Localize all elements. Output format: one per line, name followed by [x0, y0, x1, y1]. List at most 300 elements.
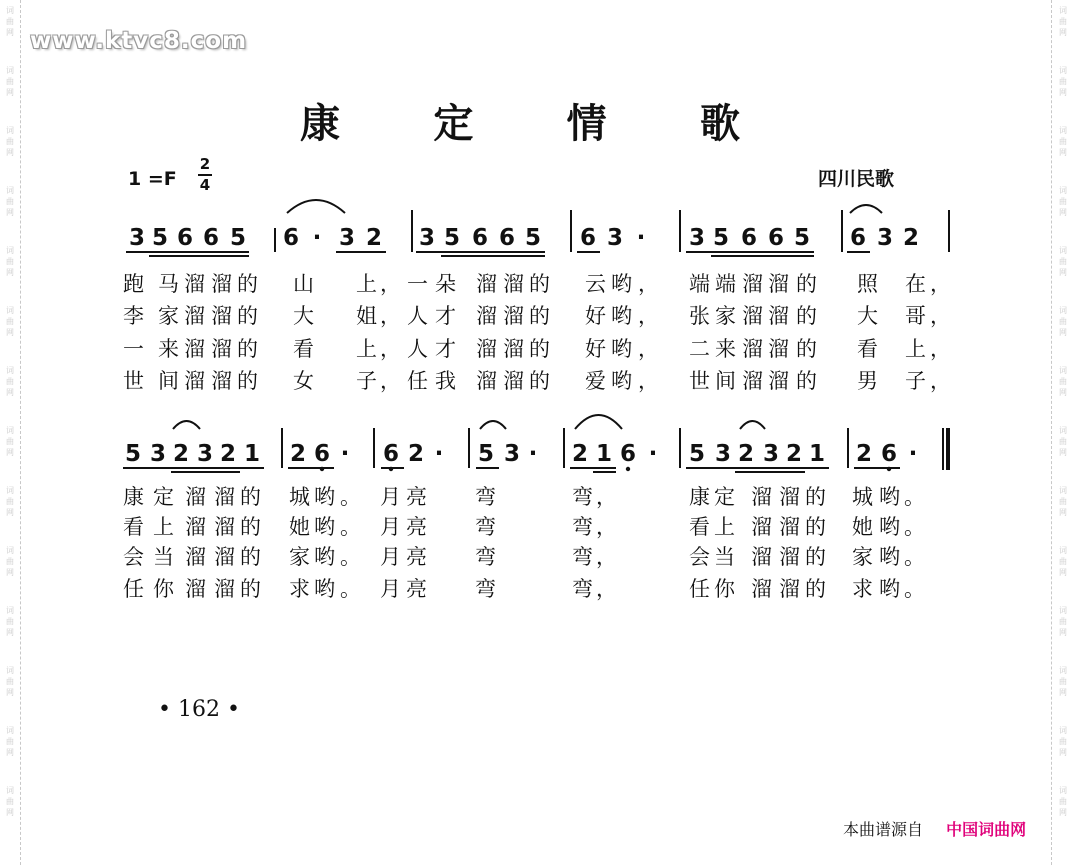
lyric-char: 爱	[585, 369, 606, 393]
side-watermark-char: 词	[6, 66, 14, 75]
lyric-char: 弯	[572, 515, 593, 539]
lyric-char: 求	[852, 577, 873, 601]
lyric-char: 你	[153, 577, 174, 601]
side-watermark-char: 曲	[6, 797, 14, 806]
lyric-char: 溜	[184, 272, 205, 296]
lyric-char: 月	[380, 545, 401, 569]
score-note: 3	[876, 225, 894, 251]
slur-arc	[850, 205, 882, 213]
side-watermark-char: 词	[6, 786, 14, 795]
lyric-char: 溜	[768, 369, 789, 393]
side-watermark-char: 曲	[6, 377, 14, 386]
score-note: 6	[579, 225, 597, 251]
score-note: 2	[289, 441, 307, 467]
side-watermark-char: 词	[6, 606, 14, 615]
side-watermark-char: 曲	[1059, 617, 1067, 626]
lyric-char: 哥	[905, 304, 926, 328]
side-watermark-char: 曲	[6, 617, 14, 626]
side-watermark-char: 网	[1059, 208, 1067, 217]
lyric-char: 康	[123, 485, 144, 509]
lyric-char: 的	[240, 515, 261, 539]
source-credit	[843, 817, 1026, 840]
side-watermark-char: 曲	[1059, 437, 1067, 446]
lyric-char: 溜	[503, 304, 524, 328]
lyric-char: 子	[356, 369, 377, 393]
lyric-char: 间	[158, 369, 179, 393]
side-watermark-char: 词	[6, 486, 14, 495]
lyric-char: 哟	[314, 485, 335, 509]
lyric-char: 溜	[779, 485, 800, 509]
side-watermark-char: 曲	[6, 17, 14, 26]
lyric-char: 的	[805, 485, 826, 509]
score-note: 5	[688, 441, 706, 467]
lyric-char: 看	[123, 515, 144, 539]
lyric-char: 溜	[185, 545, 206, 569]
score-note: 6	[313, 441, 331, 467]
lyric-char: 会	[689, 545, 710, 569]
score-note: 6	[176, 225, 194, 251]
lyric-char: 的	[237, 304, 258, 328]
lyric-char: 上	[153, 515, 174, 539]
lyric-char: 她	[852, 515, 873, 539]
lyric-char: 溜	[214, 545, 235, 569]
lyric-char: ，	[380, 304, 401, 328]
lyric-char: 哟	[879, 577, 900, 601]
score-note: 2	[172, 441, 190, 467]
side-watermark-char: 词	[6, 306, 14, 315]
lyric-char: 溜	[768, 337, 789, 361]
lyric-char: 的	[237, 337, 258, 361]
lyric-char: 二	[689, 337, 710, 361]
lyric-char: ，	[930, 337, 951, 361]
score-note: 3	[606, 225, 624, 251]
side-watermark-char: 曲	[6, 317, 14, 326]
lyric-char: 会	[123, 545, 144, 569]
lyric-char: 哟	[879, 545, 900, 569]
side-watermark-char: 曲	[1059, 737, 1067, 746]
side-watermark-char: 词	[6, 6, 14, 15]
lyric-char: 姐	[356, 304, 377, 328]
lyric-char: 大	[857, 304, 878, 328]
score-note: 1	[595, 441, 613, 467]
lyric-char: 家	[715, 304, 736, 328]
side-watermark-char: 网	[6, 388, 14, 397]
slur-arc	[740, 421, 765, 429]
lyric-char: 哟	[879, 515, 900, 539]
lyric-char: 当	[714, 545, 735, 569]
lyric-char: 哟	[879, 485, 900, 509]
lyric-char: 看	[293, 337, 314, 361]
score-note: 2	[571, 441, 589, 467]
side-watermark-char: 词	[6, 726, 14, 735]
side-watermark-char: 网	[1059, 688, 1067, 697]
lyric-char: 溜	[742, 272, 763, 296]
lyric-char: 人	[407, 304, 428, 328]
side-watermark-char: 曲	[1059, 257, 1067, 266]
lyric-char: ，	[596, 577, 617, 601]
lyric-char: 溜	[185, 515, 206, 539]
lyric-char: 的	[796, 304, 817, 328]
lyric-char: 家	[158, 304, 179, 328]
score-note: 6	[880, 441, 898, 467]
score-note: 3	[688, 225, 706, 251]
score-note: 3	[149, 441, 167, 467]
side-watermark-char: 网	[1059, 448, 1067, 457]
lyric-char: 上	[356, 337, 377, 361]
lyric-char: 溜	[768, 272, 789, 296]
score-note: 5	[524, 225, 542, 251]
score-note: 6	[740, 225, 758, 251]
lyric-char: 定	[714, 485, 735, 509]
slur-arc	[173, 421, 200, 429]
score-note: 5	[477, 441, 495, 467]
side-watermark-char: 曲	[6, 197, 14, 206]
lyric-char: 上	[905, 337, 926, 361]
lyric-char: 溜	[476, 272, 497, 296]
side-watermark-char: 曲	[1059, 317, 1067, 326]
lyric-char: 任	[123, 577, 144, 601]
lyric-char: 溜	[476, 337, 497, 361]
score-note: 2	[855, 441, 873, 467]
lyric-char: 。	[340, 545, 361, 569]
side-watermark-char: 曲	[6, 737, 14, 746]
side-watermark-char: 词	[6, 186, 14, 195]
lyric-char: 来	[715, 337, 736, 361]
lyric-char: ，	[930, 304, 951, 328]
lyric-char: 弯	[475, 545, 496, 569]
lyric-char: 。	[904, 545, 925, 569]
side-watermark-char: 词	[6, 126, 14, 135]
title-char: 康	[300, 101, 340, 147]
side-watermark-char: 网	[6, 28, 14, 37]
lyric-char: 弯	[475, 515, 496, 539]
lyric-char: 的	[529, 337, 550, 361]
lyric-char: ，	[638, 272, 659, 296]
side-watermark-char: 曲	[1059, 677, 1067, 686]
score-note: 1	[243, 441, 261, 467]
lyric-char: 溜	[211, 369, 232, 393]
lyric-char: 亮	[406, 545, 427, 569]
score-note: 2	[737, 441, 755, 467]
lyric-char: ，	[638, 304, 659, 328]
lyric-char: 的	[529, 304, 550, 328]
side-watermark-char: 网	[6, 88, 14, 97]
lyric-char: 溜	[768, 304, 789, 328]
lyric-char: 任	[407, 369, 428, 393]
score-note: 6	[382, 441, 400, 467]
lyric-char: 马	[158, 272, 179, 296]
lyric-char: 溜	[211, 337, 232, 361]
side-watermark-char: 词	[1059, 246, 1067, 255]
lyric-char: 溜	[751, 485, 772, 509]
lyric-char: 你	[714, 577, 735, 601]
side-watermark-char: 曲	[1059, 377, 1067, 386]
score-note: 6	[767, 225, 785, 251]
lyric-char: 的	[237, 272, 258, 296]
lyric-char: 溜	[184, 337, 205, 361]
lyric-char: 溜	[503, 272, 524, 296]
lyric-char: 家	[852, 545, 873, 569]
lyric-char: 。	[904, 485, 925, 509]
lyric-char: 溜	[751, 515, 772, 539]
lyric-char: 哟	[611, 337, 632, 361]
score-note: ·	[908, 441, 918, 467]
lyric-char: ，	[596, 485, 617, 509]
side-watermark-char: 词	[1059, 486, 1067, 495]
title-char: 歌	[699, 101, 740, 147]
lyric-char: 照	[857, 272, 878, 296]
credit-site-link[interactable]: 中国词曲网	[946, 820, 1027, 839]
score-note: ·	[312, 225, 322, 251]
lyric-char: 张	[689, 304, 710, 328]
score-note: ·	[340, 441, 350, 467]
lyric-char: 我	[435, 369, 456, 393]
lyric-char: 的	[240, 485, 261, 509]
time-signature-top: 2	[199, 155, 211, 173]
side-watermark-char: 曲	[6, 437, 14, 446]
lyric-char: 的	[237, 369, 258, 393]
lyric-char: 的	[529, 272, 550, 296]
side-watermark-char: 网	[6, 448, 14, 457]
page-number: • 162 •	[158, 697, 240, 722]
octave-dot	[320, 467, 324, 471]
score-note: 2	[902, 225, 920, 251]
lyric-char: 才	[435, 304, 456, 328]
side-watermark-char: 词	[1059, 666, 1067, 675]
score-note: 5	[793, 225, 811, 251]
lyric-char: 人	[407, 337, 428, 361]
lyric-char: 溜	[211, 304, 232, 328]
score-note: 6	[282, 225, 300, 251]
side-watermark-char: 词	[1059, 6, 1067, 15]
lyric-char: 李	[123, 304, 144, 328]
side-watermark-char: 词	[1059, 66, 1067, 75]
score-note: ·	[636, 225, 646, 251]
lyric-char: 世	[689, 369, 710, 393]
lyric-char: 溜	[185, 577, 206, 601]
side-watermark-char: 曲	[6, 677, 14, 686]
side-watermark-char: 曲	[1059, 137, 1067, 146]
lyric-char: 月	[380, 515, 401, 539]
lyric-char: 溜	[751, 545, 772, 569]
side-watermark-char: 网	[1059, 808, 1067, 817]
lyric-char: ，	[380, 272, 401, 296]
lyric-char: 世	[123, 369, 144, 393]
score-note: 3	[503, 441, 521, 467]
score-note: 1	[808, 441, 826, 467]
score-note: 3	[338, 225, 356, 251]
lyric-char: 弯	[475, 577, 496, 601]
octave-dot	[626, 467, 630, 471]
lyric-char: 的	[240, 545, 261, 569]
lyric-char: ，	[930, 272, 951, 296]
lyric-char: 。	[340, 485, 361, 509]
score-note: 6	[619, 441, 637, 467]
side-watermark-char: 网	[6, 748, 14, 757]
score-note: 5	[712, 225, 730, 251]
lyric-char: 弯	[572, 577, 593, 601]
score-note: 3	[762, 441, 780, 467]
lyric-char: 的	[240, 577, 261, 601]
lyric-char: 云	[585, 272, 606, 296]
lyric-char: 弯	[572, 545, 593, 569]
score-note: 5	[229, 225, 247, 251]
score-note: 3	[128, 225, 146, 251]
lyric-char: 女	[293, 369, 314, 393]
lyric-char: 好	[585, 337, 606, 361]
lyric-char: 弯	[475, 485, 496, 509]
lyric-char: 大	[293, 304, 314, 328]
lyric-char: 哟	[314, 515, 335, 539]
score-note: 3	[714, 441, 732, 467]
side-watermark-char: 词	[1059, 786, 1067, 795]
side-watermark-char: 词	[6, 426, 14, 435]
score-note: 6	[498, 225, 516, 251]
score-note: 2	[219, 441, 237, 467]
lyric-char: 。	[904, 515, 925, 539]
side-watermark-char: 词	[6, 666, 14, 675]
lyric-char: 溜	[779, 515, 800, 539]
lyric-char: 哟	[611, 272, 632, 296]
side-watermark-char: 曲	[6, 557, 14, 566]
lyric-char: 亮	[406, 577, 427, 601]
side-watermark-char: 词	[1059, 426, 1067, 435]
side-watermark-char: 网	[1059, 148, 1067, 157]
side-watermark-char: 网	[6, 628, 14, 637]
score-note: 3	[196, 441, 214, 467]
lyric-char: 来	[158, 337, 179, 361]
lyric-char: 一	[123, 337, 144, 361]
title-char: 定	[433, 101, 474, 147]
side-watermark-char: 网	[1059, 268, 1067, 277]
lyric-char: 间	[715, 369, 736, 393]
side-watermark-char: 网	[6, 328, 14, 337]
side-watermark-char: 网	[6, 148, 14, 157]
side-watermark-char: 网	[6, 808, 14, 817]
lyric-char: 城	[289, 485, 310, 509]
time-signature-bottom: 4	[199, 176, 211, 194]
lyric-char: 溜	[476, 304, 497, 328]
lyric-char: 她	[289, 515, 310, 539]
lyric-char: 哟	[314, 577, 335, 601]
lyric-char: 家	[289, 545, 310, 569]
side-watermark-char: 词	[6, 546, 14, 555]
lyric-char: 一	[407, 272, 428, 296]
lyric-char: 溜	[214, 577, 235, 601]
score-note: 5	[443, 225, 461, 251]
score-note: 2	[785, 441, 803, 467]
lyric-char: 的	[805, 545, 826, 569]
score-note: 6	[471, 225, 489, 251]
side-watermark-char: 词	[1059, 126, 1067, 135]
lyric-char: 的	[796, 369, 817, 393]
lyric-char: 看	[689, 515, 710, 539]
lyric-char: 才	[435, 337, 456, 361]
lyric-char: 溜	[184, 304, 205, 328]
lyric-char: 上	[356, 272, 377, 296]
side-watermark-char: 网	[1059, 508, 1067, 517]
lyric-char: 哟	[611, 304, 632, 328]
lyric-char: 山	[293, 272, 314, 296]
lyric-char: 亮	[406, 485, 427, 509]
lyric-char: 溜	[751, 577, 772, 601]
side-watermark-char: 网	[1059, 388, 1067, 397]
lyric-char: 端	[715, 272, 736, 296]
side-watermark-char: 网	[6, 508, 14, 517]
lyric-char: 男	[857, 369, 878, 393]
score-note: 6	[849, 225, 867, 251]
side-watermark-char: 网	[1059, 568, 1067, 577]
lyric-char: 溜	[214, 485, 235, 509]
lyric-char: 任	[689, 577, 710, 601]
lyric-char: ，	[596, 515, 617, 539]
side-watermark-char: 网	[1059, 88, 1067, 97]
score-note: ·	[528, 441, 538, 467]
lyric-char: 求	[289, 577, 310, 601]
lyric-char: 溜	[184, 369, 205, 393]
lyric-char: 端	[689, 272, 710, 296]
lyric-char: 溜	[742, 369, 763, 393]
lyric-char: 。	[340, 577, 361, 601]
lyric-char: 康	[689, 485, 710, 509]
side-watermark-char: 曲	[6, 257, 14, 266]
side-watermark-char: 曲	[1059, 197, 1067, 206]
lyric-char: 溜	[214, 515, 235, 539]
lyric-char: 溜	[779, 577, 800, 601]
octave-dot	[389, 467, 393, 471]
lyric-char: 。	[904, 577, 925, 601]
side-watermark-char: 网	[1059, 628, 1067, 637]
side-watermark-char: 网	[1059, 28, 1067, 37]
score-note: ·	[648, 441, 658, 467]
side-watermark-char: 曲	[1059, 557, 1067, 566]
lyric-char: 看	[857, 337, 878, 361]
side-watermark-char: 网	[1059, 748, 1067, 757]
lyric-char: ，	[380, 337, 401, 361]
lyric-char: 当	[153, 545, 174, 569]
lyric-char: 月	[380, 577, 401, 601]
key-signature: 1 =F	[128, 168, 177, 190]
side-watermark-char: 词	[1059, 606, 1067, 615]
site-url-watermark: www.ktvc8.com	[30, 28, 248, 54]
lyric-char: 亮	[406, 515, 427, 539]
side-watermark-char: 网	[6, 208, 14, 217]
lyric-char: 的	[796, 272, 817, 296]
score-note: 5	[151, 225, 169, 251]
score-note: 2	[407, 441, 425, 467]
side-watermark-char: 曲	[1059, 497, 1067, 506]
side-watermark-char: 词	[1059, 546, 1067, 555]
lyric-char: 哟	[314, 545, 335, 569]
lyric-char: 在	[905, 272, 926, 296]
score-note: ·	[434, 441, 444, 467]
side-watermark-char: 词	[1059, 186, 1067, 195]
lyric-char: ，	[380, 369, 401, 393]
lyric-char: 。	[340, 515, 361, 539]
lyric-char: 好	[585, 304, 606, 328]
lyric-char: 上	[714, 515, 735, 539]
lyric-char: 溜	[779, 545, 800, 569]
lyric-char: 溜	[185, 485, 206, 509]
side-watermark-char: 曲	[6, 497, 14, 506]
score-note: 6	[202, 225, 220, 251]
slur-arc	[480, 421, 506, 429]
song-source: 四川民歌	[818, 168, 895, 190]
lyric-char: ，	[930, 369, 951, 393]
side-watermark-char: 词	[1059, 306, 1067, 315]
lyric-char: 溜	[742, 337, 763, 361]
score-note: 2	[365, 225, 383, 251]
